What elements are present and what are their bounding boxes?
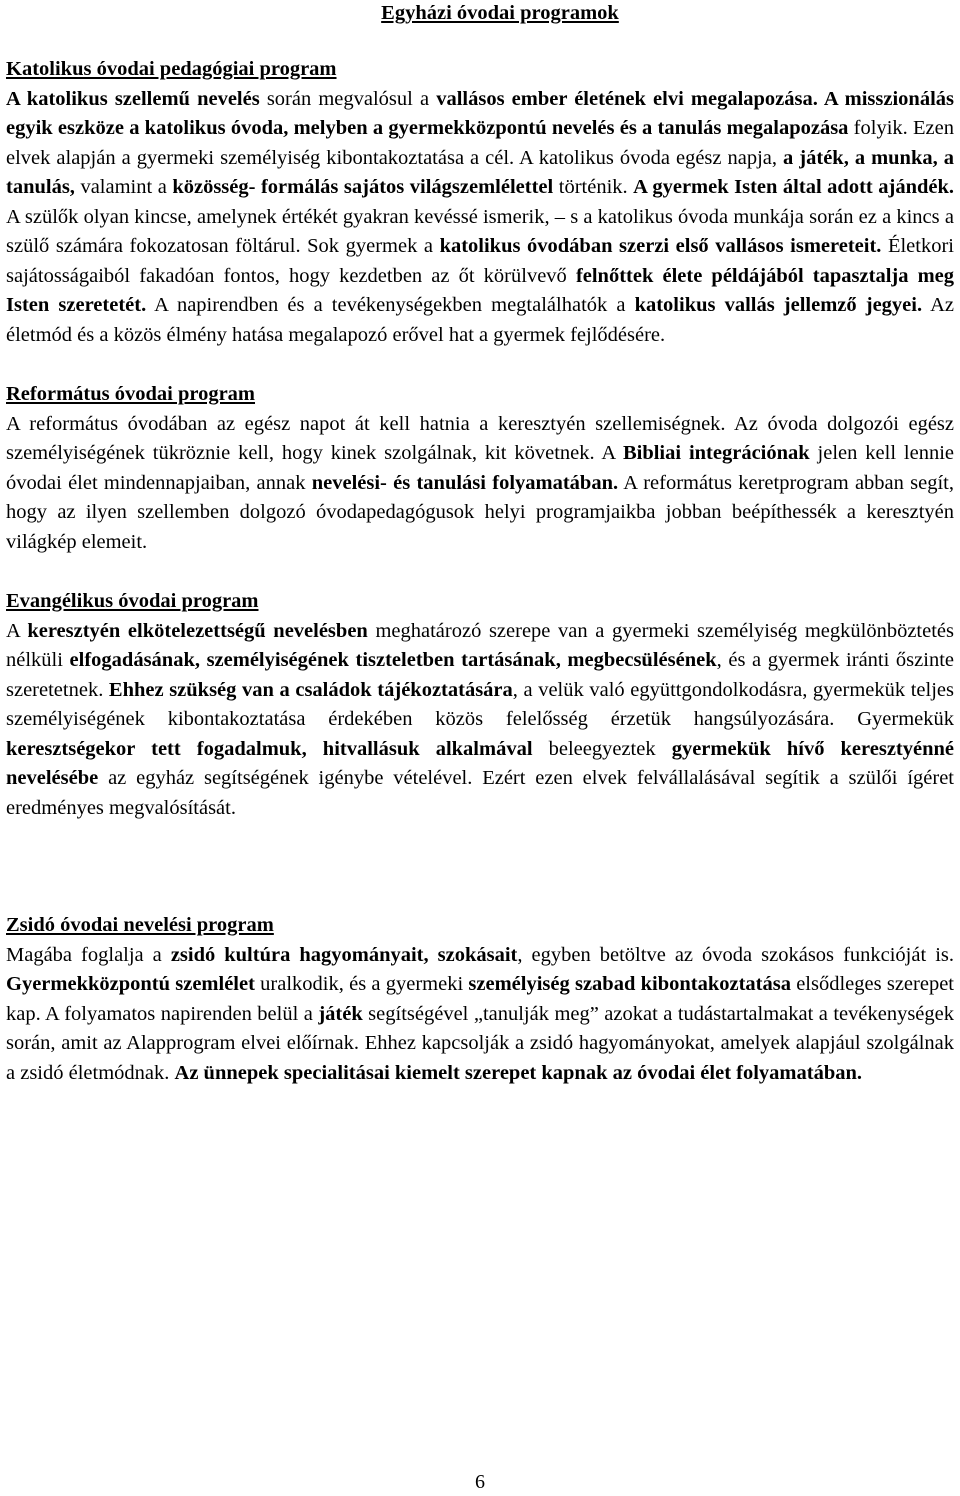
bold-text-run: Az ünnepek specialitásai kiemelt szerepet kapnak az óvodai élet folyamatában.: [174, 1061, 863, 1084]
text-run: elsődleges szerepet kap. A folyamatos napirenden belül a: [6, 973, 954, 1025]
text-run: folyik. Ezen elvek alapján a gyermeki személyiség kibontakoztatása a cél. A katolikus óvoda egész napja,: [6, 117, 954, 169]
bold-text-run: játék: [318, 1002, 363, 1025]
bold-text-run: közösség- formálás sajátos világszemlélettel: [172, 176, 554, 198]
page-number: 6: [475, 1471, 485, 1493]
text-run: meghatározó szerepe van a gyermeki személyiség megkülönböztetés nélküli: [6, 619, 954, 671]
section-paragraph: [6, 410, 954, 558]
section-heading: Evangélikus óvodai program: [6, 590, 259, 612]
bold-text-run: vallásos ember életének elvi megalapozása. A misszionálás egyik eszköze a katolikus óvoda, melyben a gyermekközpontú nevelés és a tanulás megalapozása: [6, 87, 954, 139]
bold-text-run: katolikus vallás jellemző jegyei.: [634, 294, 923, 316]
section-zsido: [6, 911, 954, 1088]
text-run: az egyház segítségének igénybe vételével. Ezért ezen elvek felvállalásával segítik a szülői ígéret eredményes megvalósítását.: [6, 767, 954, 819]
text-run: , a velük való együttgondolkodásra, gyermekük teljes személyiségének kibontakoztatása érdekében közös felelősség érzetük hangsúlyozására. Gyermekük: [6, 678, 954, 730]
section-paragraph: [6, 85, 954, 351]
bold-text-run: Ehhez szükség van a családok tájékoztatására: [108, 678, 513, 701]
bold-text-run: zsidó kultúra hagyományait, szokásait: [170, 943, 518, 966]
section-heading: Katolikus óvodai pedagógiai program: [6, 58, 337, 80]
bold-text-run: felnőttek élete példájából tapasztalja meg Isten szeretetét.: [6, 264, 955, 316]
bold-text-run: személyiség szabad kibontakoztatása: [468, 973, 791, 995]
text-run: történik.: [553, 176, 634, 198]
bold-text-run: keresztyén elkötelezettségű nevelésben: [27, 619, 368, 642]
text-run: során megvalósul a: [259, 87, 437, 110]
section-paragraph: [6, 941, 954, 1089]
bold-text-run: katolikus óvodában szerzi első vallásos ismereteit.: [439, 235, 882, 257]
document-title: Egyházi óvodai programok: [381, 2, 619, 24]
text-run: beleegyeztek: [532, 737, 672, 760]
bold-text-run: A katolikus szellemű nevelés: [6, 87, 260, 110]
text-run: , és a gyermek iránti őszinte szeretetnek.: [6, 649, 954, 701]
bold-text-run: nevelési- és tanulási folyamatában.: [311, 471, 619, 494]
bold-text-run: a játék, a munka, a tanulás,: [6, 146, 954, 198]
text-run: valamint a: [74, 176, 173, 198]
text-run: A napirendben és a tevékenységekben megtalálhatók a: [146, 294, 635, 316]
section-evangelikus: [6, 587, 954, 823]
bold-text-run: Gyermekközpontú szemlélet: [6, 973, 255, 995]
text-run: jelen kell lennie óvodai élet mindennapjaiban, annak: [6, 442, 955, 494]
document-page: [6, 0, 954, 1088]
text-run: A szülők olyan kincse, amelynek értékét gyakran kevéssé ismerik, – s a katolikus óvoda munkája során ez a kincs a szülő számára fokozatosan föltárul. Sok gyermek a: [6, 205, 954, 257]
text-run: segítségével „tanulják meg” azokat a tudástartalmakat a tevékenységek során, amit az Alapprogram elvei előírnak. Ehhez kapcsolják a zsidó hagyományokat, amelyek alapjául szolgálnak a zsidó életmódnak.: [6, 1002, 954, 1084]
bold-text-run: A gyermek Isten által adott ajándék.: [633, 176, 954, 198]
section-heading: Zsidó óvodai nevelési program: [6, 914, 274, 936]
bold-text-run: keresztségekor tett fogadalmuk, hitvallásuk alkalmával: [6, 737, 533, 760]
section-reformatus: [6, 380, 954, 557]
section-katolikus: [6, 55, 954, 350]
text-run: A református keretprogram abban segít, hogy az ilyen szellemben dolgozó óvodapedagógusok helyi programjaikba jobban beépíthessék a keresztyén világkép elemeit.: [6, 471, 954, 553]
bold-text-run: gyermekük hívő keresztyénné nevelésébe: [6, 737, 955, 789]
bold-text-run: elfogadásának, személyiségének tiszteletben tartásának, megbecsülésének: [69, 649, 717, 671]
text-run: Magába foglalja a: [6, 943, 171, 966]
text-run: A: [6, 619, 28, 642]
text-run: A református óvodában az egész napot át kell hatnia a keresztyén szellemiségnek. Az óvoda dolgozói egész személyiségének tükröznie kell, hogy kinek szolgálnak, kit követnek. A: [6, 412, 954, 464]
text-run: Az életmód és a közös élmény hatása megalapozó erővel hat a gyermek fejlődésére.: [6, 294, 954, 346]
section-paragraph: [6, 617, 954, 824]
text-run: , egyben betöltve az óvoda szokásos funkcióját is.: [517, 943, 954, 966]
text-run: Életkori sajátosságaiból fakadóan fontos, hogy kezdetben az őt körülvevő: [6, 235, 954, 287]
section-heading: Református óvodai program: [6, 383, 256, 405]
text-run: uralkodik, és a gyermeki: [254, 973, 469, 995]
bold-text-run: Bibliai integrációnak: [622, 442, 810, 464]
